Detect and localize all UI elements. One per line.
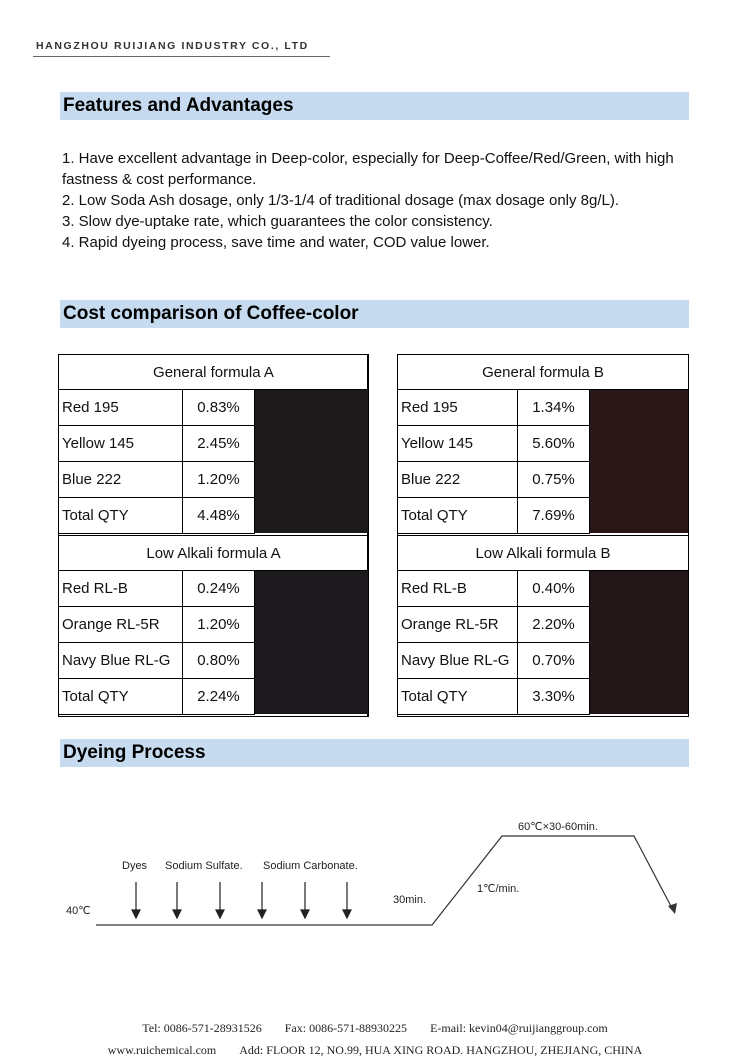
dye-name: Orange RL-5R [398, 607, 518, 642]
formula-title: General formula A [59, 354, 368, 390]
dye-dosage: 5.60% [518, 426, 590, 461]
dye-dosage: 2.24% [183, 679, 255, 714]
feature-item: 4. Rapid dyeing process, save time and water, COD value lower. [62, 234, 490, 251]
dye-name: Navy Blue RL-G [398, 643, 518, 678]
dye-name: Navy Blue RL-G [59, 643, 183, 678]
dye-dosage: 3.30% [518, 679, 590, 714]
dye-dosage: 1.34% [518, 390, 590, 425]
dye-name: Red RL-B [398, 571, 518, 606]
color-swatch [590, 571, 688, 714]
color-swatch [590, 390, 688, 533]
footer-contact [0, 1021, 750, 1036]
formula-row [398, 426, 590, 462]
process-curve [0, 790, 750, 950]
formula-row [59, 643, 255, 679]
feature-item: 3. Slow dye-uptake rate, which guarantees the color consistency. [62, 213, 493, 230]
start-temp-label: 40℃ [66, 905, 91, 917]
dye-dosage: 1.20% [183, 607, 255, 642]
dye-dosage: 0.83% [183, 390, 255, 425]
formula-row [398, 679, 590, 715]
formula-row [398, 607, 590, 643]
dye-name: Total QTY [59, 498, 183, 533]
dyes-label: Dyes [122, 860, 148, 872]
dye-name: Blue 222 [398, 462, 518, 497]
formula-title: General formula B [398, 354, 688, 390]
footer-add: Add: FLOOR 12, NO.99, HUA XING ROAD. HANGZHOU, ZHEJIANG, CHINA [239, 1043, 643, 1057]
dye-name: Red 195 [398, 390, 518, 425]
formula-row [59, 390, 255, 426]
sodium-sulfate-label: Sodium Sulfate. [165, 860, 243, 872]
dye-name: Yellow 145 [398, 426, 518, 461]
formula-row [398, 390, 590, 426]
footer-tel: Tel: 0086-571-28931526 [142, 1021, 262, 1035]
formula-row [398, 498, 590, 534]
color-swatch [255, 571, 368, 714]
formula-row [59, 426, 255, 462]
company-name: HANGZHOU RUIJIANG INDUSTRY CO., LTD [36, 40, 309, 52]
dye-dosage: 0.75% [518, 462, 590, 497]
dye-name: Blue 222 [59, 462, 183, 497]
feature-item: 2. Low Soda Ash dosage, only 1/3-1/4 of traditional dosage (max dosage only 8g/L). [62, 192, 620, 209]
formula-row [398, 462, 590, 498]
process-title: Dyeing Process [60, 739, 689, 767]
header-rule [33, 56, 330, 57]
formula-table-b [397, 354, 689, 717]
footer-web: www.ruichemical.com [107, 1043, 217, 1057]
dye-dosage: 2.45% [183, 426, 255, 461]
color-swatch [255, 390, 368, 533]
dyeing-process-diagram [0, 790, 750, 950]
formula-title: Low Alkali formula A [59, 535, 368, 571]
cost-comparison-table [58, 354, 690, 717]
formula-row [59, 607, 255, 643]
footer-address [0, 1043, 750, 1058]
formula-row [59, 462, 255, 498]
dye-name: Orange RL-5R [59, 607, 183, 642]
ramp-rate-label: 1℃/min. [477, 883, 520, 895]
dye-name: Total QTY [398, 498, 518, 533]
sodium-carbonate-label: Sodium Carbonate. [263, 860, 358, 872]
dye-name: Yellow 145 [59, 426, 183, 461]
cost-title: Cost comparison of Coffee-color [60, 300, 689, 328]
dye-dosage: 0.80% [183, 643, 255, 678]
dye-name: Total QTY [59, 679, 183, 714]
footer-email: E-mail: kevin04@ruijianggroup.com [430, 1021, 608, 1035]
dye-name: Total QTY [398, 679, 518, 714]
dye-dosage: 2.20% [518, 607, 590, 642]
features-list [62, 148, 687, 253]
dye-dosage: 0.70% [518, 643, 590, 678]
formula-row [398, 643, 590, 679]
hold-time-label: 30min. [393, 894, 427, 906]
dye-dosage: 0.24% [183, 571, 255, 606]
footer-fax: Fax: 0086-571-88930225 [284, 1021, 408, 1035]
top-hold-label: 60℃×30-60min. [518, 821, 598, 833]
dye-dosage: 4.48% [183, 498, 255, 533]
formula-title: Low Alkali formula B [398, 535, 688, 571]
formula-row [398, 571, 590, 607]
features-title: Features and Advantages [60, 92, 689, 120]
feature-item: 1. Have excellent advantage in Deep-color, especially for Deep-Coffee/Red/Green, with high fastness & cost performance. [62, 150, 674, 188]
formula-row [59, 679, 255, 715]
formula-row [59, 498, 255, 534]
formula-table-a [58, 354, 369, 717]
dye-name: Red RL-B [59, 571, 183, 606]
formula-row [59, 571, 255, 607]
dye-dosage: 7.69% [518, 498, 590, 533]
dye-name: Red 195 [59, 390, 183, 425]
dye-dosage: 1.20% [183, 462, 255, 497]
dye-dosage: 0.40% [518, 571, 590, 606]
table-spacer [367, 354, 398, 717]
